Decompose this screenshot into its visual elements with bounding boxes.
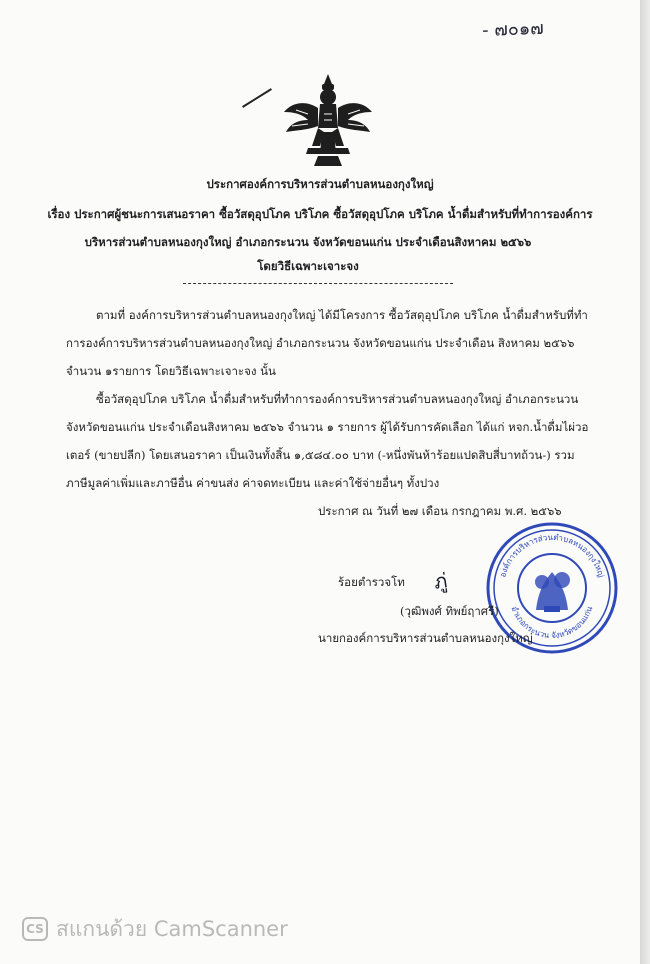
subject-line-1: เรื่อง ประกาศผู้ชนะการเสนอราคา ซื้อวัสดุอุปโภค บริโภค ซื้อวัสดุอุปโภค บริโภค น้ำดื่มสำหรับที่ทำการองค์การ: [47, 207, 593, 221]
body-line-2: การองค์การบริหารส่วนตำบลหนองกุงใหญ่ อำเภอกระนวน จังหวัดขอนแก่น ประจำเดือน สิงหาคม ๒๕๖๖: [66, 336, 575, 350]
signer-title: นายกองค์การบริหารส่วนตำบลหนองกุงใหญ่: [318, 631, 533, 645]
camscanner-watermark: [22, 914, 288, 944]
camscanner-logo-icon: CS: [22, 917, 48, 941]
body-line-3: จำนวน ๑รายการ โดยวิธีเฉพาะเจาะจง นั้น: [66, 364, 276, 378]
svg-text:องค์การบริหารส่วนตำบลหนองกุงให: [498, 533, 606, 579]
body-line-6: เตอร์ (ขายปลีก) โดยเสนอราคา เป็นเงินทั้งสิ้น ๑,๕๘๔.๐๐ บาท (-หนึ่งพันห้าร้อยแปดสิบสี่บาทถ้วน-) รวม: [66, 448, 575, 462]
seal-text-top: องค์การบริหารส่วนตำบลหนองกุงใหญ่: [498, 532, 606, 579]
garuda-emblem-icon: [278, 70, 378, 170]
signer-name: (วุฒิพงศ์ ทิพย์ฤาศรี): [400, 604, 499, 618]
seal-text-bottom: อำเภอกระนวน จังหวัดขอนแก่น: [509, 604, 595, 641]
subject-line-2: บริหารส่วนตำบลหนองกุงใหญ่ อำเภอกระนวน จังหวัดขอนแก่น ประจำเดือนสิงหาคม ๒๕๖๖: [84, 235, 532, 249]
reference-number: - ๗๐๑๗: [481, 17, 545, 42]
body-line-7: ภาษีมูลค่าเพิ่มและภาษีอื่น ค่าขนส่ง ค่าจดทะเบียน และค่าใช้จ่ายอื่นๆ ทั้งปวง: [66, 476, 440, 490]
watermark-text: สแกนด้วย CamScanner: [56, 916, 288, 941]
issuer-heading: ประกาศองค์การบริหารส่วนตำบลหนองกุงใหญ่: [206, 177, 434, 191]
body-line-4: ซื้อวัสดุอุปโภค บริโภค น้ำดื่มสำหรับที่ทำการองค์การบริหารส่วนตำบลหนองกุงใหญ่ อำเภอกระนวน: [96, 392, 579, 406]
signature: ภู่: [432, 568, 449, 594]
body-line-5: จังหวัดขอนแก่น ประจำเดือนสิงหาคม ๒๕๖๖ จำนวน ๑ รายการ ผู้ได้รับการคัดเลือก ได้แก่ หจก.น้ำดื่มไผ่วอ: [66, 420, 589, 434]
method-line: โดยวิธีเฉพาะเจาะจง: [257, 259, 359, 273]
signer-rank: ร้อยตำรวจโท: [338, 575, 405, 589]
heading-divider: [183, 283, 453, 284]
page-edge-shadow: [640, 0, 650, 964]
announcement-date: ประกาศ ณ วันที่ ๒๗ เดือน กรกฎาคม พ.ศ. ๒๕๖๖: [318, 504, 562, 518]
body-line-1: ตามที่ องค์การบริหารส่วนตำบลหนองกุงใหญ่ ได้มีโครงการ ซื้อวัสดุอุปโภค บริโภค น้ำดื่มสำหรับที่ทำ: [96, 308, 588, 322]
